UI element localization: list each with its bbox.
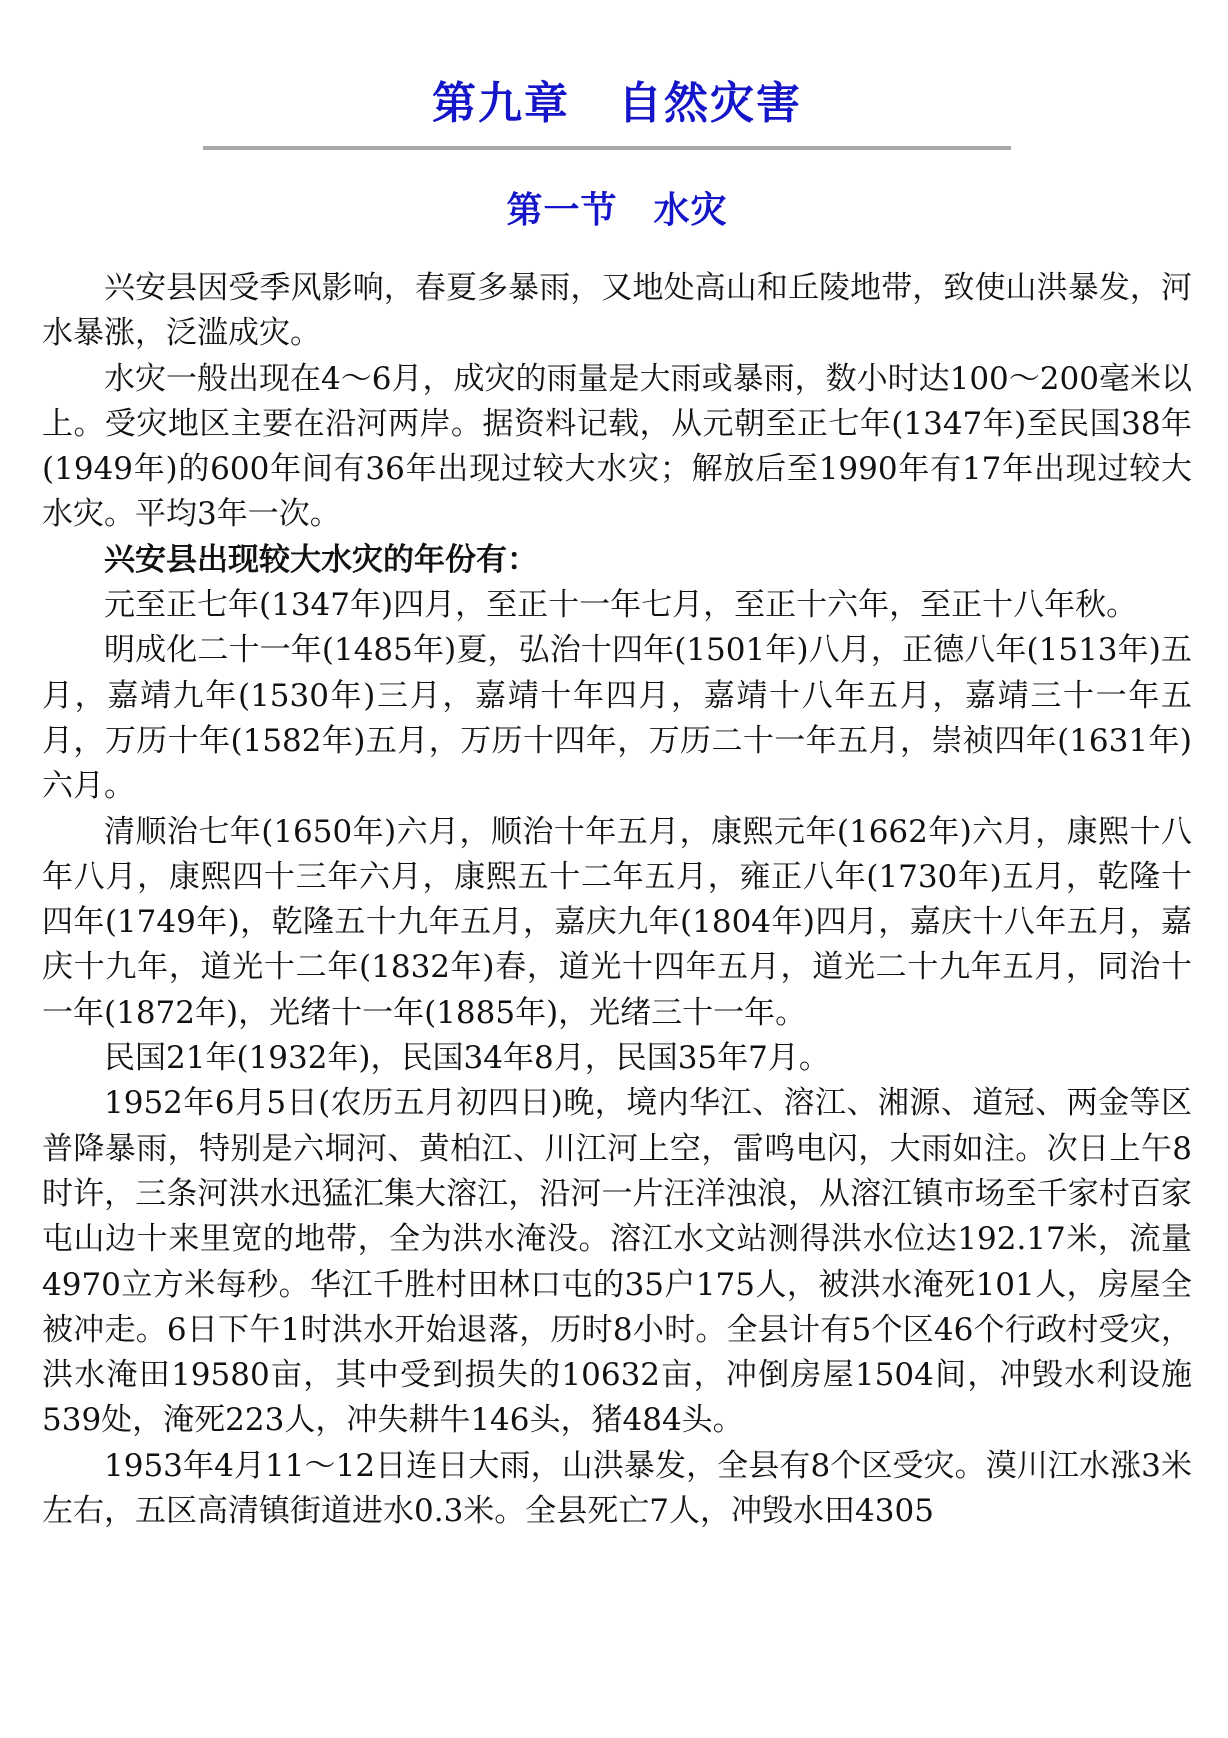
paragraph-ming: 明成化二十一年(1485年)夏，弘治十四年(1501年)八月，正德八年(1513年)五月，嘉靖九年(1530年)三月，嘉靖十年四月，嘉靖十八年五月，嘉靖三十一年五月，万历十年(1582年)五月，万历十四年，万历二十一年五月，崇祯四年(1631年)六月。 [42, 632, 1192, 805]
paragraph-minguo: 民国21年(1932年)，民国34年8月，民国35年7月。 [104, 1040, 830, 1077]
section-number: 第一节 [506, 189, 618, 231]
paragraph-frequency: 水灾一般出现在4～6月，成灾的雨量是大雨或暴雨，数小时达100～200毫米以上。受灾地区主要在沿河两岸。据资料记载，从元朝至正七年(1347年)至民国38年(1949年)的600年间有36年出现过较大水灾；解放后至1990年有17年出现过较大水灾。平均3年一次。 [42, 360, 1192, 533]
section-heading [42, 182, 1192, 238]
body-text [42, 266, 1192, 1534]
paragraph-1952: 1952年6月5日(农历五月初四日)晚，境内华江、溶江、湘源、道冠、两金等区普降暴雨，特别是六垌河、黄柏江、川江河上空，雷鸣电闪，大雨如注。次日上午8时许，三条河洪水迅猛汇集大溶江，沿河一片汪洋浊浪，从溶江镇市场至千家村百家屯山边十来里宽的地带，全为洪水淹没。溶江水文站测得洪水位达192.17米，流量4970立方米每秒。华江千胜村田林口屯的35户175人，被洪水淹死101人，房屋全被冲走。6日下午1时洪水开始退落，历时8小时。全县计有5个区46个行政村受灾，洪水淹田19580亩，其中受到损失的10632亩，冲倒房屋1504间，冲毁水利设施539处，淹死223人，冲失耕牛146头，猪484头。 [42, 1085, 1192, 1439]
paragraph-list-heading: 兴安县出现较大水灾的年份有： [104, 541, 538, 578]
paragraph-qing: 清顺治七年(1650年)六月，顺治十年五月，康熙元年(1662年)六月，康熙十八年八月，康熙四十三年六月，康熙五十二年五月，雍正八年(1730年)五月，乾隆十四年(1749年)，乾隆五十九年五月，嘉庆九年(1804年)四月，嘉庆十八年五月，嘉庆十九年，道光十二年(1832年)春，道光十四年五月，道光二十九年五月，同治十一年(1872年)，光绪十一年(1885年)，光绪三十一年。 [42, 813, 1192, 1031]
paragraph-1953: 1953年4月11～12日连日大雨，山洪暴发，全县有8个区受灾。漠川江水涨3米左右，五区高清镇街道进水0.3米。全县死亡7人，冲毁水田4305 [42, 1447, 1192, 1530]
paragraph-intro: 兴安县因受季风影响，春夏多暴雨，又地处高山和丘陵地带，致使山洪暴发，河水暴涨，泛滥成灾。 [42, 270, 1192, 352]
document-page [42, 72, 1192, 1534]
chapter-number: 第九章 [432, 78, 570, 129]
chapter-title: 自然灾害 [618, 78, 802, 129]
chapter-heading [42, 72, 1192, 136]
section-title: 水灾 [653, 189, 728, 231]
paragraph-yuan: 元至正七年(1347年)四月，至正十一年七月，至正十六年，至正十八年秋。 [104, 587, 1138, 624]
chapter-divider [203, 146, 1011, 150]
